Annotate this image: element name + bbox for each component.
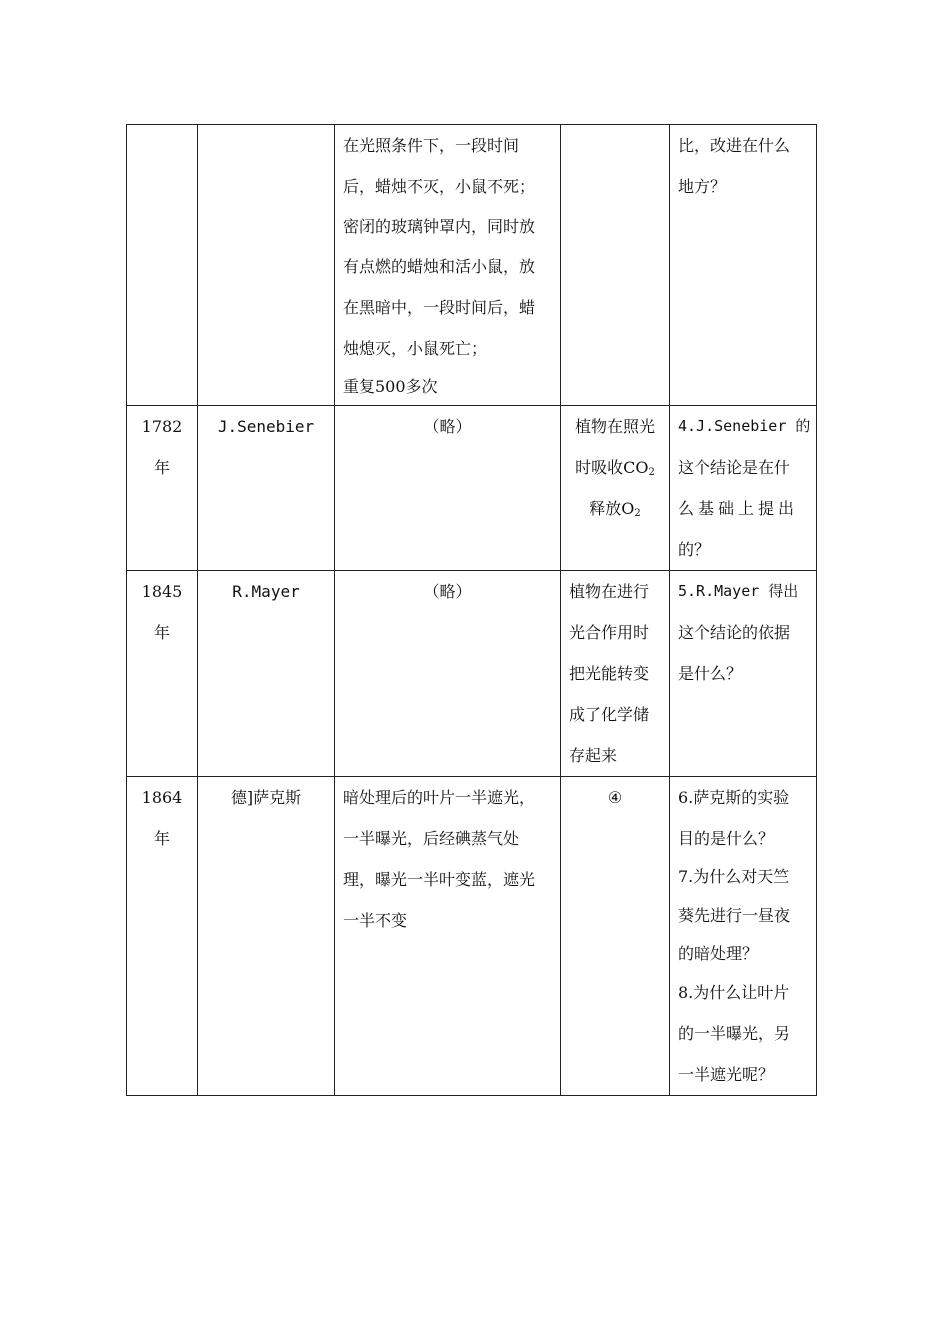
- conclusion-line: 存起来: [569, 746, 618, 765]
- process-line: 在光照条件下，一段时间: [343, 136, 520, 155]
- process-line: 后，蜡烛不灭，小鼠不死；: [343, 177, 536, 196]
- conclusion-line: 光合作用时: [569, 623, 650, 642]
- scientist-cell: J.Senebier: [198, 406, 335, 571]
- question-line: 8.为什么让叶片: [678, 983, 790, 1002]
- question-cell: [670, 571, 817, 777]
- question-line: 这个结论的依据: [678, 623, 791, 642]
- question-line: 目的是什么？: [678, 829, 775, 848]
- process-line: 重复500多次: [343, 377, 438, 396]
- question-line: 一半遮光呢？: [678, 1065, 775, 1084]
- question-line: 5.R.Mayer 得出: [678, 582, 799, 600]
- conclusion-cell: [561, 125, 670, 406]
- scientist-cell: 德]萨克斯: [198, 777, 335, 1096]
- process-line: 理，曝光一半叶变蓝，遮光: [343, 870, 536, 889]
- question-line: 的？: [678, 540, 711, 559]
- year-cell: [127, 125, 198, 406]
- year-cell: 1845年: [127, 571, 198, 777]
- question-line: 是什么？: [678, 664, 743, 683]
- question-cell: [670, 125, 817, 406]
- process-line: 暗处理后的叶片一半遮光，: [343, 788, 536, 807]
- history-table: [126, 124, 817, 1096]
- conclusion-line: 时吸收$CO_2$: [575, 458, 655, 478]
- table-row: [127, 571, 817, 777]
- process-line: 一半曝光，后经碘蒸气处: [343, 829, 520, 848]
- question-line: 6.萨克斯的实验: [678, 788, 790, 807]
- question-line: 这个结论是在什: [678, 458, 791, 477]
- process-line: 一半不变: [343, 911, 408, 930]
- scientist-cell: [198, 125, 335, 406]
- year-cell: 1782年: [127, 406, 198, 571]
- table-row: [127, 125, 817, 406]
- conclusion-line: 释放$O_2$: [589, 499, 641, 519]
- question-cell: [670, 406, 817, 571]
- question-line: 比，改进在什么: [678, 136, 791, 155]
- conclusion-line: 把光能转变: [569, 664, 650, 683]
- question-line: 么基础上提出: [678, 499, 799, 518]
- conclusion-line: 植物在照光: [574, 417, 655, 436]
- question-line: 7.为什么对天竺: [678, 867, 790, 886]
- table-row: [127, 777, 817, 1096]
- conclusion-cell: [561, 571, 670, 777]
- process-line: 在黑暗中，一段时间后，蜡: [343, 298, 536, 317]
- scientist-cell: R.Mayer: [198, 571, 335, 777]
- process-line: 有点燃的蜡烛和活小鼠，放: [343, 257, 536, 276]
- process-cell: （略）: [335, 571, 561, 777]
- conclusion-cell: [561, 406, 670, 571]
- question-line: 4.J.Senebier 的: [678, 417, 811, 435]
- question-line: 地方？: [678, 177, 727, 196]
- process-cell: [335, 777, 561, 1096]
- question-cell: [670, 777, 817, 1096]
- table-row: [127, 406, 817, 571]
- process-cell: （略）: [335, 406, 561, 571]
- question-line: 的暗处理？: [678, 944, 759, 963]
- process-line: 烛熄灭，小鼠死亡；: [343, 339, 488, 358]
- question-line: 的一半曝光，另: [678, 1024, 791, 1043]
- conclusion-line: 植物在进行: [569, 582, 650, 601]
- year-cell: 1864年: [127, 777, 198, 1096]
- conclusion-cell: ④: [561, 777, 670, 1096]
- question-line: 葵先进行一昼夜: [678, 906, 791, 925]
- process-cell: [335, 125, 561, 406]
- process-line: 密闭的玻璃钟罩内，同时放: [343, 217, 536, 236]
- conclusion-line: 成了化学储: [569, 705, 650, 724]
